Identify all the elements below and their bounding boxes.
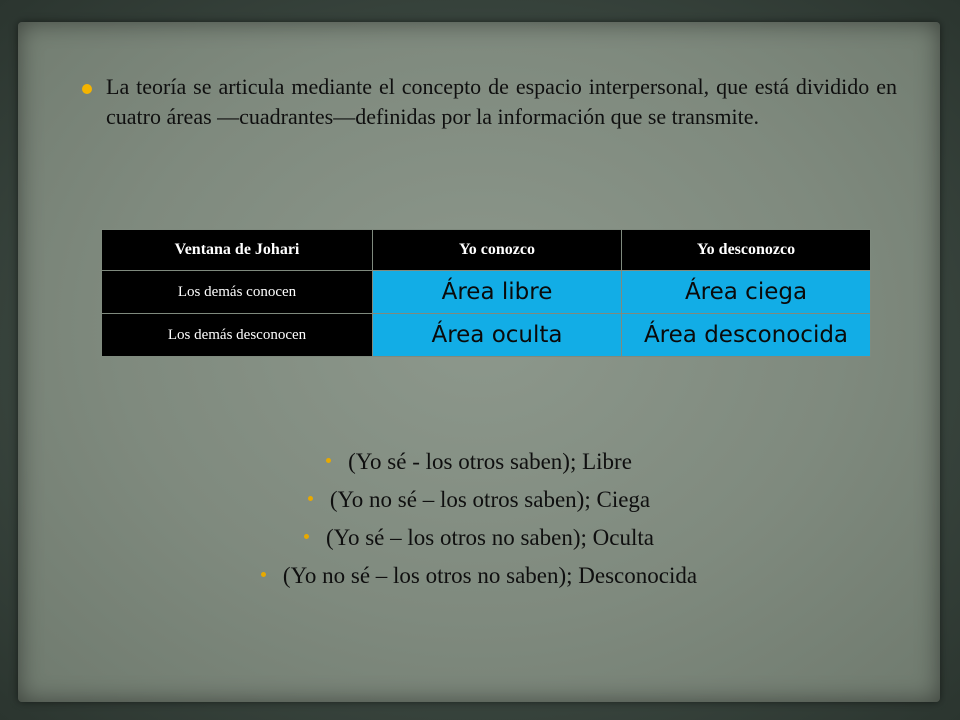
- area-cell: Área oculta: [373, 314, 622, 357]
- list-item: [18, 443, 940, 481]
- row-label: Los demás desconocen: [102, 314, 373, 357]
- list-item: [18, 557, 940, 595]
- bullet-icon: [82, 84, 92, 94]
- area-cell: Área libre: [373, 271, 622, 314]
- list-item-text: (Yo sé - los otros saben); Libre: [348, 449, 632, 474]
- list-item-text: (Yo no sé – los otros saben); Ciega: [329, 487, 651, 512]
- intro-text: La teoría se articula mediante el concepto de espacio interpersonal, que está dividido en cuatro áreas —cuadrantes—definidas por la información que se transmite.: [106, 74, 897, 129]
- list-item-text: (Yo no sé – los otros no saben); Desconocida: [282, 563, 698, 588]
- list-item: [18, 481, 940, 519]
- table-header-cell: Yo desconozco: [622, 230, 871, 271]
- bullet-icon: [304, 534, 309, 539]
- bullet-icon: [261, 572, 266, 577]
- bullet-list: [18, 443, 940, 595]
- area-cell: Área ciega: [622, 271, 871, 314]
- list-item: [18, 519, 940, 557]
- list-item-text: (Yo sé – los otros no saben); Oculta: [326, 525, 654, 550]
- table-header-cell: Yo conozco: [373, 230, 622, 271]
- row-label: Los demás conocen: [102, 271, 373, 314]
- table-row: [102, 271, 871, 314]
- bullet-icon: [308, 496, 313, 501]
- table-header-row: [102, 230, 871, 271]
- intro-paragraph: [82, 72, 897, 132]
- table-header-cell: Ventana de Johari: [102, 230, 373, 271]
- johari-table: [101, 229, 871, 357]
- bullet-icon: [326, 458, 331, 463]
- area-cell: Área desconocida: [622, 314, 871, 357]
- table-row: [102, 314, 871, 357]
